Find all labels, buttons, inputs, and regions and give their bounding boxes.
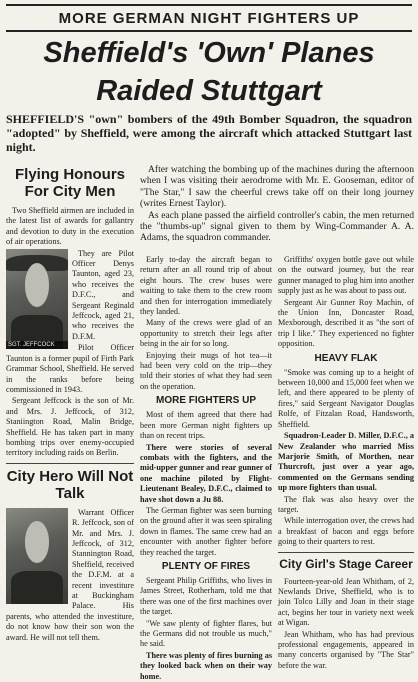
headline-line-2: Raided Stuttgart [96, 75, 322, 107]
column-rule [6, 463, 134, 464]
story-paragraph: "Smoke was coming up to a height of between 10,000 and 15,000 feet when we left, and there appeared to be plenty of fires," said Sergeant Navigator Douglas Rolfe, of Fitzalan Road, Handsworth, Sheffield. [278, 367, 414, 429]
middle-column [140, 255, 272, 681]
story-paragraph: Sergeant Philip Griffiths, who lives in James Street, Rotherham, told me that there was one of the first machines over the target. [140, 575, 272, 617]
heavy-flak-subhead: HEAVY FLAK [314, 352, 378, 364]
more-fighters-subhead: MORE FIGHTERS UP [155, 395, 256, 407]
left-column [6, 164, 134, 642]
jeffcock-photo [6, 249, 68, 349]
story-paragraph: After watching the bombing up of the machines during the afternoon when I was visiting their aerodrome with Mr. E. Gooseman, editor of "The Star," I saw the cheerful crews take off on their long journey (writes Ernest Taylor). [140, 164, 414, 210]
flying-honours-heading: Flying Honours For City Men [15, 166, 125, 200]
kicker-banner [6, 4, 412, 32]
story-paragraph: There was plenty of fires burning as they looked back when on their way home. [140, 650, 272, 681]
lead-paragraph: SHEFFIELD'S "own" bombers of the 49th Bomber Squadron, the squadron "adopted" by Sheffield, were among the aircraft which attacked Stuttgart last night. [6, 112, 412, 154]
story-paragraph: Sergeant Air Gunner Roy Machin, of the Union Inn, Doncaster Road, Mexborough, described it as "the sort of trip I like." They experienced no fighter opposition. [278, 297, 414, 349]
headline [4, 34, 414, 110]
flying-honours-paragraph: Two Sheffield airmen are included in the latest list of awards for gallantry and devotion to duty in the execution of air operations. [6, 206, 134, 247]
story-paragraph: Many of the crews were glad of an opportunity to stretch their legs after being in the air for so long. [140, 318, 272, 349]
photo-face-shape [25, 521, 50, 563]
story-paragraph: There were stories of several combats with the fighters, and the mid-upper gunner and rear gunner of one machine piloted by Flight-Lieutenant Bealey, D.F.C., claimed to have shot down a Ju 88. [140, 442, 272, 504]
story-paragraph: Early to-day the aircraft began to return after an all round trip of about eight hours. The crew buses were waiting to take them to the crew room and then for interrogation immediately they landed. [140, 255, 272, 317]
headline-line-1: Sheffield's 'Own' Planes [43, 37, 375, 69]
flying-honours-paragraph: They are Pilot Officer Denys Taunton, aged 23, who receives the D.F.C., and Sergeant Reginald Jeffcock, aged 21, who receives the D.F.M. [72, 248, 134, 341]
photo-face-shape [25, 263, 50, 307]
photo-caption: SGT. JEFFCOCK [6, 341, 68, 349]
city-hero-heading: City Hero Will Not Talk [6, 467, 134, 502]
story-intro [140, 164, 414, 244]
story-paragraph: While interrogation over, the crews had a breakfast of bacon and eggs before going to their quarters to rest. [278, 516, 414, 547]
city-hero-paragraph: Warrant Officer R. Jeffcock, son of Mr. and Mrs. J. Jeffcock, of 312, Stannington Road, Sheffield, received the D.F.M. at a recent investiture at Buckingham Palace. His parents, who attended the investiture, do not know how their son won the award. He will not tell them. [6, 507, 134, 642]
flying-honours-paragraph: Sergeant Jeffcock is the son of Mr. and Mrs. J. Jeffcock, of 312, Staniington Road, Malin Bridge, Sheffield. He has taken part in many bombing trips over enemy-occupied territory including raids on Berlin. [6, 396, 134, 458]
story-paragraph: The German fighter was seen burning on the ground after it was seen spiraling down in flames. The same crew had an encounter with another fighter before they reached the target. [140, 505, 272, 557]
story-paragraph: Squadron-Leader D. Miller, D.F.C., a New Zealander who married Miss Marjorie Smith, of Morthen, near Thurcroft, just over a year ago, commented on the Germans sending up more fighters than usual. [278, 431, 414, 493]
plenty-of-fires-subhead: PLENTY OF FIRES [161, 560, 251, 572]
story-paragraph: Most of them agreed that there had been more German night fighters up than on recent trips. [140, 410, 272, 441]
city-girl-heading: City Girl's Stage Career [279, 556, 413, 571]
city-girl-paragraph: Jean Whitham, who has had previous professional engagements, appeared in many concerts organised by "The Star" before the war. [278, 629, 414, 670]
flying-honours-paragraph: Pilot Officer Taunton is a former pupil of Firth Park Grammar School, Sheffield. He served in the ranks before being commissioned in 1943. [6, 343, 134, 394]
kicker-text: MORE GERMAN NIGHT FIGHTERS UP [58, 9, 360, 27]
story-paragraph: Griffiths' oxygen bottle gave out while on the outward journey, but the rear gunner managed to plug him into another supply just as he was about to pass out. [278, 255, 414, 296]
right-column [278, 255, 414, 670]
column-rule [278, 552, 414, 553]
story-paragraph: "We saw plenty of fighter flares, but the Germans did not trouble us much," he said. [140, 618, 272, 649]
story-paragraph: As each plane passed the airfield controller's cabin, the men returned the "thumbs-up" signal given to them by Wing-Commander A. A. Adams, the squadron commander. [140, 209, 414, 244]
story-paragraph: The flak was also heavy over the target. [278, 494, 414, 514]
hero-photo [6, 508, 68, 604]
photo-body-shape [11, 571, 63, 604]
city-girl-paragraph: Fourteen-year-old Jean Whitham, of 2, Newlands Drive, Sheffield, who is to join Tolco Lilly and Joan in their stage act, begins her tour in variety next week at Wigan. [278, 576, 414, 628]
story-paragraph: Enjoying their mugs of hot tea—it had been very cold on the trip—they told their stories of what they had seen on the operation. [140, 350, 272, 391]
